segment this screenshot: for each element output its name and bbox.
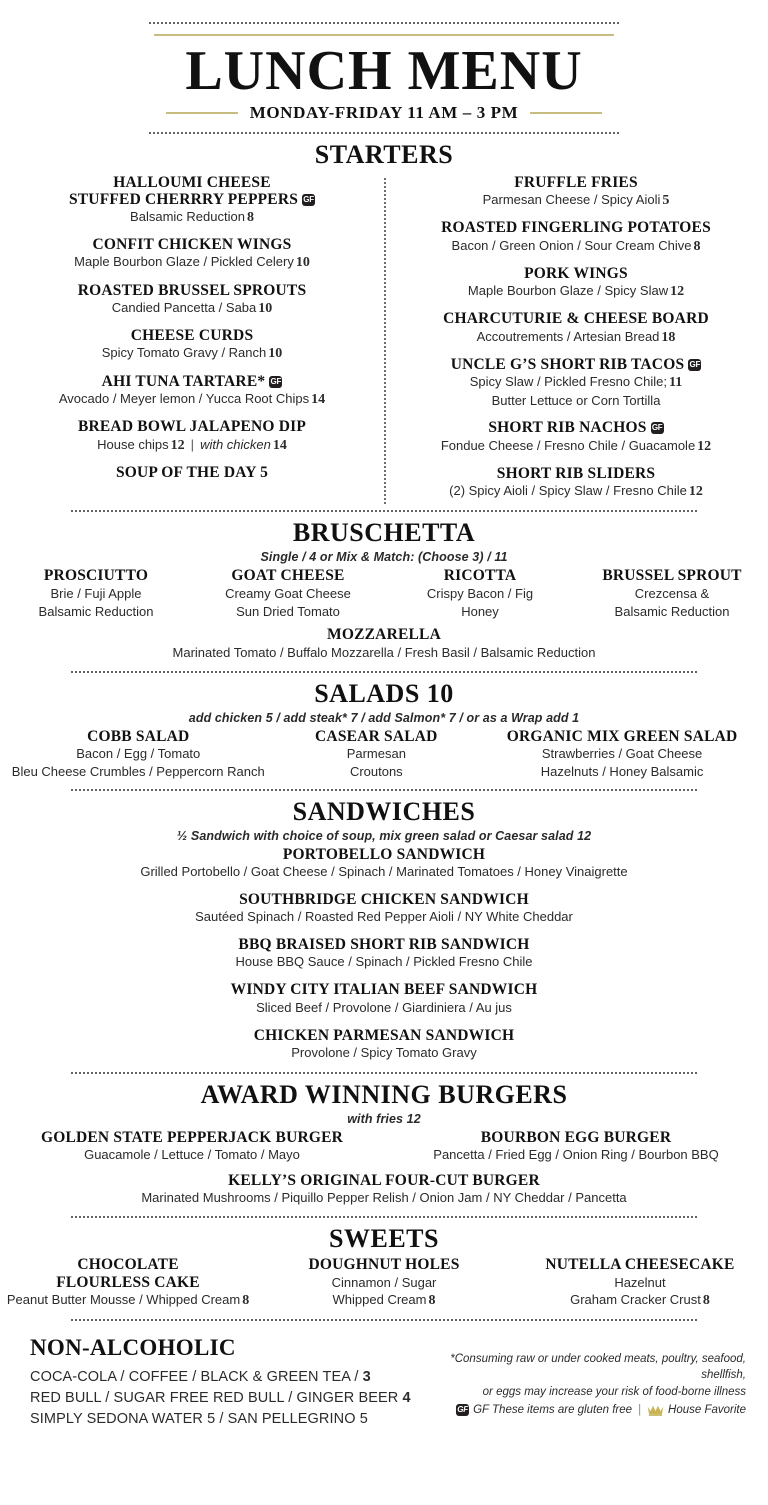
item-price: 18 xyxy=(661,329,676,345)
item-description: Crezcensa & xyxy=(634,585,710,601)
bruschetta-items xyxy=(0,567,768,620)
divider-after-salads xyxy=(71,789,697,791)
starters-right-column xyxy=(384,174,768,511)
non-alcoholic-section xyxy=(30,1335,445,1430)
item-description: Brie / Fuji Apple xyxy=(50,585,142,601)
menu-item xyxy=(398,310,754,347)
burger-items xyxy=(0,1129,768,1164)
item-price: 10 xyxy=(268,346,283,362)
item-price: 11 xyxy=(669,375,683,391)
item-name: FRUFFLE FRIES xyxy=(514,173,638,191)
menu-item xyxy=(192,567,384,620)
menu-item xyxy=(0,728,276,781)
menu-item xyxy=(0,1027,768,1062)
section-heading-salads: SALADS 10 xyxy=(314,678,454,708)
item-description: Maple Bourbon Glaze / Spicy Slaw 12 xyxy=(467,283,685,300)
footer-notes xyxy=(445,1335,746,1416)
item-name: ORGANIC MIX GREEN SALAD xyxy=(506,727,738,745)
item-description: Fondue Cheese / Fresno Chile / Guacamole 12 xyxy=(440,437,712,454)
item-name: WINDY CITY ITALIAN BEEF SANDWICH xyxy=(230,981,538,999)
item-name: DOUGHNUT HOLES xyxy=(308,1256,460,1274)
menu-item xyxy=(398,419,754,456)
crown-icon xyxy=(647,1404,664,1416)
menu-item xyxy=(0,981,768,1016)
item-description: Peanut Butter Mousse / Whipped Cream 8 xyxy=(6,1291,250,1308)
menu-item xyxy=(14,236,370,273)
menu-item xyxy=(256,1256,512,1310)
item-price: 3 xyxy=(362,1368,371,1385)
item-description: Hazelnut xyxy=(614,1274,666,1290)
item-description: Marinated Tomato / Buffalo Mozzarella / Fresh Basil / Balsamic Reduction xyxy=(172,644,596,660)
menu-item xyxy=(14,373,370,410)
menu-item xyxy=(0,626,768,661)
item-name-line2: FLOURLESS CAKE xyxy=(56,1273,200,1291)
item-description: Parmesan Cheese / Spicy Aioli 5 xyxy=(482,192,670,209)
item-name: SHORT RIB NACHOS GF xyxy=(488,419,663,437)
item-name: KELLY’S ORIGINAL FOUR-CUT BURGER xyxy=(228,1172,540,1189)
menu-hours: MONDAY-FRIDAY 11 AM – 3 PM xyxy=(249,102,519,122)
salad-items xyxy=(0,728,768,781)
menu-item xyxy=(0,1129,384,1164)
divider-after-sandwiches xyxy=(71,1072,697,1074)
item-name: CONFIT CHICKEN WINGS xyxy=(92,235,292,253)
item-description: Candied Pancetta / Saba 10 xyxy=(111,299,273,316)
item-description: Spicy Tomato Gravy / Ranch 10 xyxy=(101,345,283,362)
item-name: CHARCUTURIE & CHEESE BOARD xyxy=(443,310,709,328)
item-name: RICOTTA xyxy=(443,567,517,585)
page-title: LUNCH MENU xyxy=(185,40,583,102)
section-heading-sandwiches: SANDWICHES xyxy=(292,796,476,826)
item-description-2: Graham Cracker Crust 8 xyxy=(570,1292,710,1309)
disclaimer-line-1: *Consuming raw or under cooked meats, poultry, seafood, shellfish, xyxy=(450,1352,746,1382)
menu-item xyxy=(0,891,768,926)
gold-segment-right xyxy=(530,112,602,114)
menu-item xyxy=(398,265,754,302)
item-name: CHICKEN PARMESAN SANDWICH xyxy=(253,1026,515,1044)
item-name: SOUTHBRIDGE CHICKEN SANDWICH xyxy=(239,890,529,908)
item-description-2: Balsamic Reduction xyxy=(38,603,154,619)
menu-footer xyxy=(0,1321,768,1430)
sweets-items xyxy=(0,1256,768,1310)
menu-hours-row xyxy=(0,103,768,123)
non-alcoholic-line: SIMPLY SEDONA WATER 5 / SAN PELLEGRINO 5 xyxy=(30,1410,368,1427)
item-description-2: Balsamic Reduction xyxy=(614,603,730,619)
section-heading-burgers: AWARD WINNING BURGERS xyxy=(200,1079,568,1109)
menu-item xyxy=(512,1256,768,1310)
menu-header xyxy=(0,0,768,134)
section-heading-bruschetta: BRUSCHETTA xyxy=(292,518,476,548)
menu-item xyxy=(398,356,754,410)
gold-segment-left xyxy=(166,112,238,114)
menu-item xyxy=(14,327,370,364)
menu-item xyxy=(398,174,754,211)
item-description: House chips 12 | with chicken 14 xyxy=(97,436,287,453)
item-name: SHORT RIB SLIDERS xyxy=(496,464,656,482)
item-name: ROASTED BRUSSEL SPROUTS xyxy=(77,281,307,299)
item-description: Avocado / Meyer lemon / Yucca Root Chips 14 xyxy=(58,390,326,407)
burgers-fries-note: with fries 12 xyxy=(347,1111,421,1126)
item-price: 8 xyxy=(428,1293,436,1309)
item-name: CHEESE CURDS xyxy=(130,327,254,345)
item-description: Creamy Goat Cheese xyxy=(225,585,351,601)
gluten-free-icon: GF xyxy=(651,423,663,433)
item-description: Accoutrements / Artesian Bread 18 xyxy=(476,328,676,345)
menu-item xyxy=(398,465,754,502)
item-price: 8 xyxy=(246,209,254,225)
item-description-2: Honey xyxy=(461,603,499,619)
item-name: UNCLE G’S SHORT RIB TACOS GF xyxy=(450,355,701,373)
item-name: CHOCOLATE xyxy=(77,1256,179,1274)
item-price: 12 xyxy=(170,437,185,453)
item-description-2: Hazelnuts / Honey Balsamic xyxy=(540,763,704,779)
salads-addon-note: add chicken 5 / add steak* 7 / add Salmon* 7 / or as a Wrap add 1 xyxy=(188,710,580,725)
starters-column-divider xyxy=(384,178,386,505)
menu-item xyxy=(0,567,192,620)
divider-after-starters xyxy=(71,510,697,512)
menu-item xyxy=(476,728,768,781)
gluten-free-icon: GF xyxy=(270,376,282,386)
divider-after-sweets xyxy=(71,1319,697,1321)
item-price: 10 xyxy=(258,300,273,316)
item-price: 12 xyxy=(688,484,703,500)
item-description: Guacamole / Lettuce / Tomato / Mayo xyxy=(84,1147,300,1163)
price-separator: | xyxy=(190,436,195,452)
bruschetta-pricing-note: Single / 4 or Mix & Match: (Choose 3) / 11 xyxy=(260,550,508,565)
item-name: GOLDEN STATE PEPPERJACK BURGER xyxy=(40,1128,344,1146)
starters-section xyxy=(0,174,768,511)
item-name: GOAT CHEESE xyxy=(231,567,345,585)
item-description: Parmesan xyxy=(346,745,406,761)
header-top-dotted-rule xyxy=(149,22,619,24)
item-description: Cinnamon / Sugar xyxy=(331,1274,437,1290)
item-name: PROSCIUTTO xyxy=(43,567,149,585)
gluten-free-icon: GF xyxy=(457,1404,468,1414)
menu-item xyxy=(14,174,370,227)
menu-item xyxy=(14,282,370,319)
menu-item xyxy=(0,1172,768,1207)
divider-after-bruschetta xyxy=(71,671,697,673)
item-description-2: Croutons xyxy=(349,763,403,779)
item-description-2: Bleu Cheese Crumbles / Peppercorn Ranch xyxy=(11,763,265,779)
item-description: Crispy Bacon / Fig xyxy=(426,585,534,601)
item-price: 12 xyxy=(670,284,685,300)
starters-left-column xyxy=(0,174,384,511)
item-price: 12 xyxy=(697,438,712,454)
section-heading-non-alcoholic: NON-ALCOHOLIC xyxy=(30,1334,236,1360)
item-description: Spicy Slaw / Pickled Fresno Chile; 11 xyxy=(469,374,683,391)
item-description: Maple Bourbon Glaze / Pickled Celery 10 xyxy=(74,254,310,271)
item-description: Pancetta / Fried Egg / Onion Ring / Bourbon BBQ xyxy=(433,1147,719,1163)
gluten-free-icon: GF xyxy=(303,194,314,204)
item-name: PORTOBELLO SANDWICH xyxy=(282,845,486,863)
item-name: SOUP OF THE DAY 5 xyxy=(115,463,269,481)
item-description-2: Butter Lettuce or Corn Tortilla xyxy=(491,393,661,409)
legend-row xyxy=(445,1404,746,1416)
menu-item xyxy=(14,418,370,455)
item-name: COBB SALAD xyxy=(87,727,190,745)
item-name: NUTELLA CHEESECAKE xyxy=(545,1256,735,1274)
item-description: Sliced Beef / Provolone / Giardiniera / Au jus xyxy=(256,999,512,1015)
item-description-2: Whipped Cream 8 xyxy=(332,1292,436,1309)
item-name: AHI TUNA TARTARE* GF xyxy=(101,372,282,390)
item-price: 10 xyxy=(295,255,310,271)
item-price: 8 xyxy=(702,1293,710,1309)
menu-item xyxy=(276,728,476,781)
menu-item xyxy=(0,846,768,881)
item-name-line2: STUFFED CHERRRY PEPPERS GF xyxy=(68,190,314,208)
item-description: (2) Spicy Aioli / Spicy Slaw / Fresno Chile 12 xyxy=(449,483,703,500)
legend-divider: | xyxy=(638,1403,642,1416)
non-alcoholic-line: COCA-COLA / COFFEE / BLACK & GREEN TEA / 3 xyxy=(30,1368,371,1385)
item-description: House BBQ Sauce / Spinach / Pickled Fresno Chile xyxy=(235,954,533,970)
item-description: Bacon / Green Onion / Sour Cream Chive 8 xyxy=(451,237,701,254)
menu-item xyxy=(384,567,576,620)
item-description: Bacon / Egg / Tomato xyxy=(76,745,201,761)
sandwich-items xyxy=(0,846,768,1062)
item-price: 14 xyxy=(311,391,326,407)
item-alt-price: 14 xyxy=(272,437,287,453)
item-description: Balsamic Reduction 8 xyxy=(130,208,254,225)
menu-item xyxy=(576,567,768,620)
item-description: Strawberries / Goat Cheese xyxy=(541,745,703,761)
item-price: 4 xyxy=(402,1389,411,1406)
section-heading-sweets: SWEETS xyxy=(329,1224,439,1254)
menu-item xyxy=(14,464,370,481)
item-name: HALLOUMI CHEESE xyxy=(113,173,271,191)
item-name: BRUSSEL SPROUT xyxy=(602,567,742,585)
disclaimer-line-2: or eggs may increase your risk of food-borne illness xyxy=(482,1385,746,1398)
sandwiches-half-note: ½ Sandwich with choice of soup, mix green salad or Caesar salad 12 xyxy=(176,828,592,843)
item-price: 5 xyxy=(662,193,670,209)
header-gold-rule xyxy=(154,34,614,36)
item-description: Sautéed Spinach / Roasted Red Pepper Aioli / NY White Cheddar xyxy=(195,909,573,925)
item-description: Grilled Portobello / Goat Cheese / Spinach / Marinated Tomatoes / Honey Vinaigrette xyxy=(140,863,628,879)
section-heading-starters: STARTERS xyxy=(314,139,454,169)
menu-item xyxy=(0,936,768,971)
legend-house-favorite-text: House Favorite xyxy=(668,1403,746,1416)
header-bottom-dotted-rule xyxy=(149,132,619,134)
item-name: CASEAR SALAD xyxy=(315,727,438,745)
item-name: ROASTED FINGERLING POTATOES xyxy=(441,219,711,237)
gluten-free-icon: GF xyxy=(689,359,701,369)
item-name: BBQ BRAISED SHORT RIB SANDWICH xyxy=(238,936,530,954)
item-name: BREAD BOWL JALAPENO DIP xyxy=(77,418,307,436)
menu-item xyxy=(398,219,754,256)
item-description: Marinated Mushrooms / Piquillo Pepper Relish / Onion Jam / NY Cheddar / Pancetta xyxy=(141,1190,627,1206)
non-alcoholic-line: RED BULL / SUGAR FREE RED BULL / GINGER BEER 4 xyxy=(30,1389,411,1406)
menu-item xyxy=(384,1129,768,1164)
item-name: BOURBON EGG BURGER xyxy=(480,1128,672,1146)
item-price: 8 xyxy=(242,1292,250,1308)
item-description: Provolone / Spicy Tomato Gravy xyxy=(291,1044,477,1060)
item-name: MOZZARELLA xyxy=(327,626,441,644)
divider-after-burgers xyxy=(71,1216,697,1218)
legend-gluten-free-text: GF These items are gluten free xyxy=(473,1403,633,1416)
menu-item xyxy=(0,1256,256,1310)
item-name: PORK WINGS xyxy=(524,264,628,282)
item-price: 8 xyxy=(693,238,701,254)
item-description-2: Sun Dried Tomato xyxy=(236,603,340,619)
